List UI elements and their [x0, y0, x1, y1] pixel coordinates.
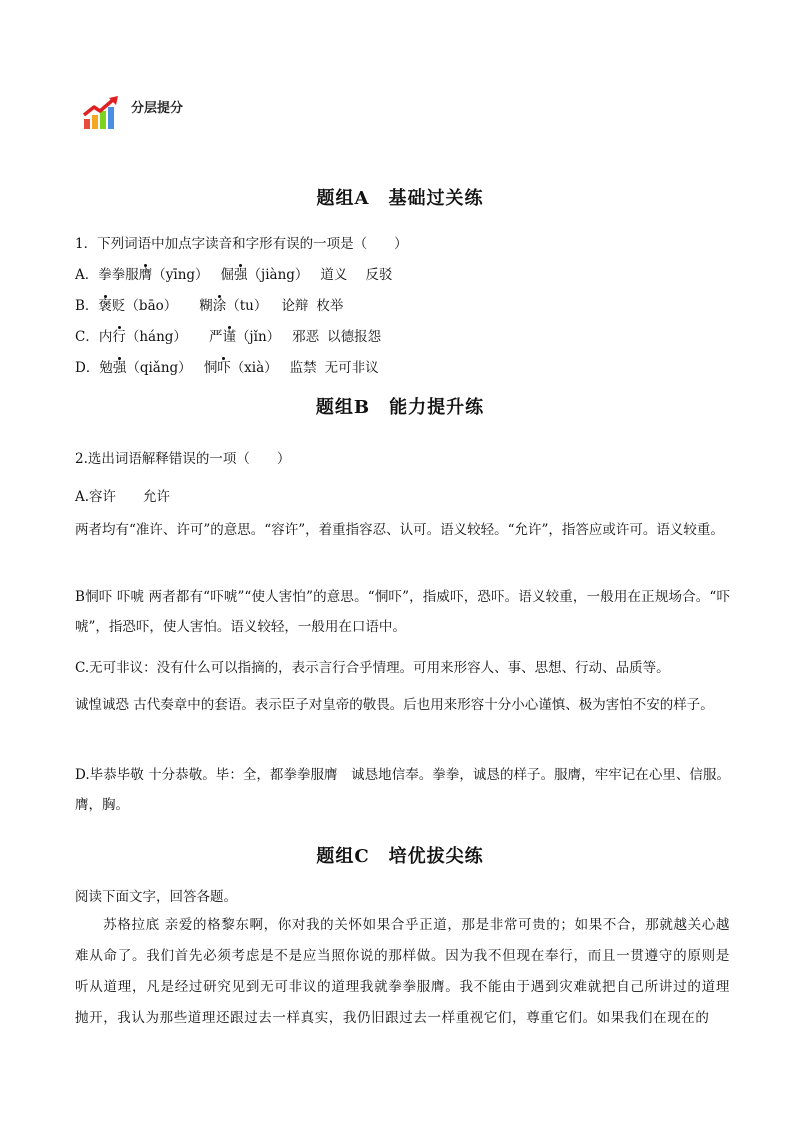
option-b-body: B恫吓 吓唬 两者都有“吓唬”“使人害怕”的意思。“恫吓”，指威吓，恐吓。语义较重，一般用在正规场合。“吓唬”，指恐吓，使人害怕。语义较轻，一般用在口语中。	[75, 589, 730, 635]
reading-passage: 苏格拉底 亲爱的格黎东啊，你对我的关怀如果合乎正道，那是非常可贵的；如果不合，那就越关心越难从命了。我们首先必须考虑是不是应当照你说的那样做。因为我不但现在奉行，而且一贯遵守的原则是听从道理，凡是经过研究见到无可非议的道理我就拳拳服膺。我不能由于遇到灾难就把自己所讲过的道理抛开，我认为那些道理还跟过去一样真实，我仍旧跟过去一样重视它们，尊重它们。如果我们在现在的	[75, 917, 730, 1026]
option-a-body: 两者均有“准许、许可”的意思。“容许”，着重指容忍、认可。语义较轻。“允许”，指答应或许可。语义较重。	[75, 522, 724, 538]
section-title-c: 题组C 培优拔尖练	[316, 846, 484, 867]
logo-text: 分层提分	[131, 101, 184, 116]
chart-logo-icon	[82, 95, 122, 131]
section-title-a: 题组A 基础过关练	[316, 188, 484, 209]
option-c-body: C.无可非议：没有什么可以指摘的，表示言行合乎情理。可用来形容人、事、思想、行动、品质等。	[75, 660, 670, 676]
option-b: B．褒贬（bāo） 糊涂（tu） 论辩 枚举	[75, 298, 344, 314]
option-c2-body: 诚惶诚恐 古代奏章中的套语。表示臣子对皇帝的敬畏。后也用来形容十分小心谨慎、极为害怕不安的样子。	[75, 697, 714, 713]
option-a: A．拳拳服膺（yīng） 倔强（jiàng） 道义 反驳	[75, 267, 393, 283]
option-d-body: D.毕恭毕敬 十分恭敬。毕：全，都拳拳服膺 诚恳地信奉。拳拳，诚恳的样子。服膺，牢牢记在心里、信服。膺，胸。	[75, 767, 730, 813]
section-title-b: 题组B 能力提升练	[315, 397, 485, 418]
reading-instruction: 阅读下面文字，回答各题。	[75, 889, 237, 905]
option-d: D．勉强（qiǎng） 恫吓（xià） 监禁 无可非议	[75, 360, 379, 376]
question-1: 1．下列词语中加点字读音和字形有误的一项是（ ）	[75, 236, 408, 252]
question-2: 2.选出词语解释错误的一项（ ）	[75, 451, 291, 467]
option-c: C．内行（háng） 严谨（jǐn） 邪恶 以德报怨	[75, 329, 382, 345]
option-a-head: A.容许 允许	[75, 489, 171, 505]
